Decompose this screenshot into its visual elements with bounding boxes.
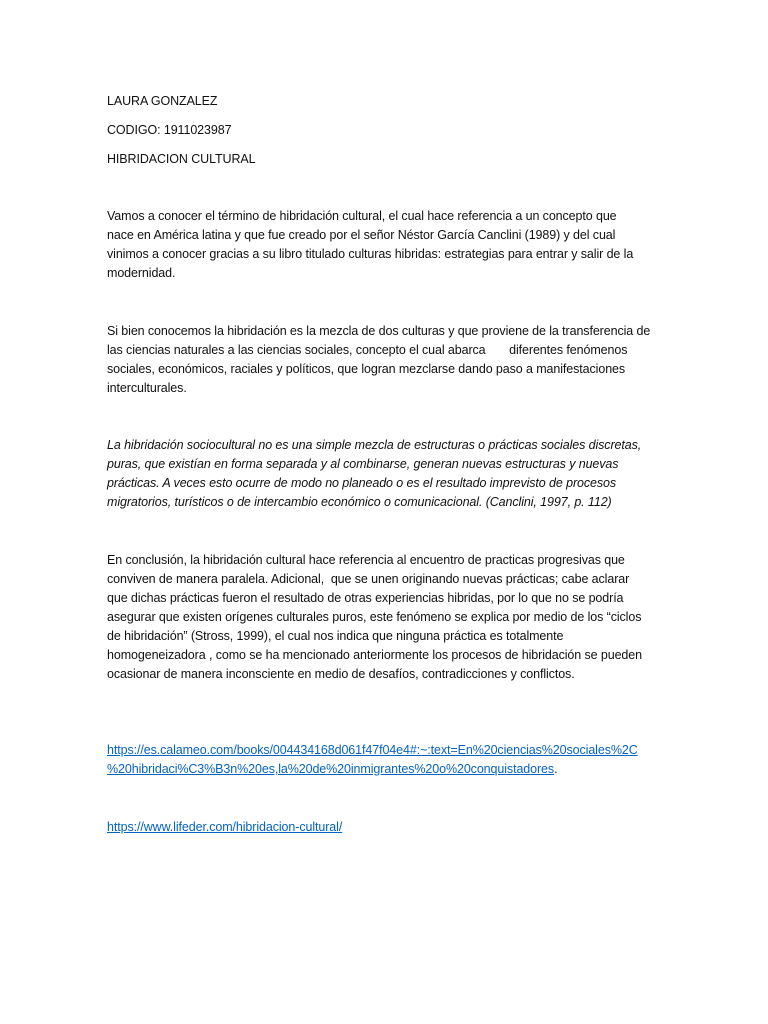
paragraph-line: de hibridación” (Stross, 1999), el cual nos indica que ninguna práctica es totalmente [107, 629, 564, 643]
lifeder-link[interactable]: https://www.lifeder.com/hibridacion-cultural/ [107, 820, 343, 834]
quote-line: puras, que existían en forma separada y al combinarse, generan nuevas estructuras y nuevas [107, 457, 619, 471]
quote-line: migratorios, turísticos o de intercambio económico o comunicacional. (Canclini, 1997, p. 112) [107, 495, 612, 509]
quote-line: La hibridación sociocultural no es una simple mezcla de estructuras o prácticas sociales discretas, [107, 438, 642, 452]
calameo-link[interactable]: https://es.calameo.com/books/004434168d061f47f04e4#:~:text=En%20ciencias%20sociales%2C [107, 743, 638, 757]
reference-link-calameo-part1[interactable] [107, 741, 638, 759]
paragraph-line: modernidad. [107, 266, 176, 280]
calameo-link-continued[interactable]: %20hibridaci%C3%B3n%20es,la%20de%20inmigrantes%20o%20conquistadores [107, 762, 555, 776]
paragraph-line: asegurar que existen orígenes culturales puros, este fenómeno se explica por medio de los “ciclos [107, 610, 642, 624]
paragraph-line: conviven de manera paralela. Adicional, que se unen originando nuevas prácticas; cabe aclarar [107, 572, 630, 586]
student-code: CODIGO: 1911023987 [107, 123, 232, 137]
paragraph-line: sociales, económicos, raciales y políticos, que logran mezclarse dando paso a manifestaciones [107, 362, 626, 376]
paragraph-line: que dichas prácticas fueron el resultado de otras experiencias hibridas, por lo que no se podría [107, 591, 624, 605]
paragraph-line: En conclusión, la hibridación cultural hace referencia al encuentro de practicas progresivas que [107, 553, 625, 567]
paragraph-line: homogeneizadora , como se ha mencionado anteriormente los procesos de hibridación se pueden [107, 648, 642, 662]
trailing-period: . [554, 762, 558, 776]
paragraph-line: vinimos a conocer gracias a su libro titulado culturas hibridas: estrategias para entrar y salir de la [107, 247, 634, 261]
paragraph-line: interculturales. [107, 381, 187, 395]
quote-line: prácticas. A veces esto ocurre de modo no planeado o es el resultado imprevisto de procesos [107, 476, 617, 490]
paragraph-line: Si bien conocemos la hibridación es la mezcla de dos culturas y que proviene de la transferencia de [107, 324, 651, 338]
document-title: HIBRIDACION CULTURAL [107, 152, 256, 166]
reference-link-lifeder-row[interactable] [107, 818, 342, 836]
paragraph-line: nace en América latina y que fue creado por el señor Néstor García Canclini (1989) y del cual [107, 228, 616, 242]
paragraph-line: ocasionar de manera inconsciente en medio de desafíos, contradicciones y conflictos. [107, 667, 575, 681]
reference-link-calameo-part2[interactable] [107, 760, 557, 778]
paragraph-line: las ciencias naturales a las ciencias sociales, concepto el cual abarca diferentes fenómenos [107, 343, 628, 357]
author-name: LAURA GONZALEZ [107, 94, 218, 108]
paragraph-line: Vamos a conocer el término de hibridación cultural, el cual hace referencia a un concepto que [107, 209, 617, 223]
